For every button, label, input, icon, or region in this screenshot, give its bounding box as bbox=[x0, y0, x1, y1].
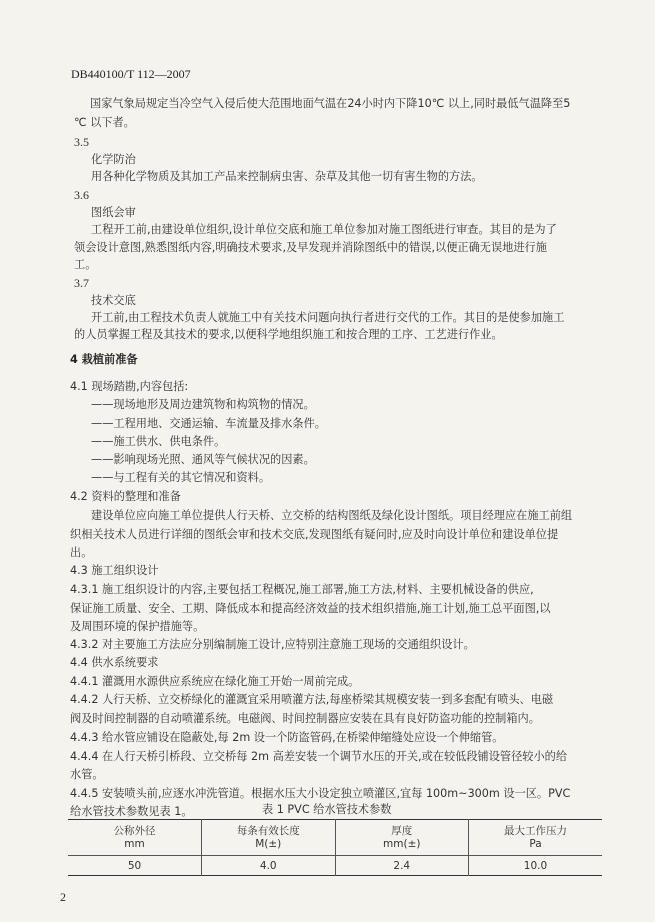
text-line: ——施工供水、供电条件。 bbox=[91, 435, 226, 448]
text-line: 用各种化学物质及其加工产品来控制病虫害、杂草及其他一切有害生物的方法。 bbox=[91, 170, 483, 183]
text-line: 4.3 施工组织设计 bbox=[70, 564, 159, 577]
text-line: 开工前,由工程技术负责人就施工中有关技术问题向执行者进行交代的工作。其目的是使参加施工 bbox=[91, 311, 565, 324]
text-line: 4.4.5 安装喷头前,应逐水冲洗管道。根据水压大小设定独立喷灌区,宜每 100m~300m 设一区。PVC bbox=[70, 787, 571, 800]
text-line: 4.4.3 给水管应铺设在隐蔽处,每 2m 设一个防盗管码,在桥梁伸缩缝处应设一个伸缩管。 bbox=[70, 731, 504, 744]
text-line: 出。 bbox=[70, 546, 93, 559]
table-cell: 2.4 bbox=[335, 856, 469, 876]
text-line: ——影响现场光照、通风等气候状况的因素。 bbox=[91, 453, 315, 466]
table-cell: 10.0 bbox=[469, 856, 603, 876]
page-number: 2 bbox=[60, 890, 66, 904]
text-line: ——工程用地、交通运输、车流量及排水条件。 bbox=[91, 417, 326, 430]
text-line: 的人员掌握工程及其技术的要求,以便科学地组织施工和按合理的工序、工艺进行作业。 bbox=[74, 328, 503, 341]
table-header-cell: 最大工作压力 Pa bbox=[469, 820, 603, 856]
table-cell: 4.0 bbox=[202, 856, 336, 876]
text-line: 4.3.1 施工组织设计的内容,主要包括工程概况,施工部署,施工方法,材料、主要机械设备的供应, bbox=[70, 583, 534, 596]
text-line: 工程开工前,由建设单位组织,设计单位交底和施工单位参加对施工图纸进行审查。其目的是为了 bbox=[91, 223, 557, 236]
text-line: 给水管技术参数见表 1。 bbox=[70, 805, 193, 818]
text-line: 4.4 供水系统要求 bbox=[70, 656, 159, 669]
table-caption: 表 1 PVC 给水管技术参数 bbox=[262, 803, 392, 816]
text-line: 国家气象局规定当冷空气入侵后使大范围地面气温在24小时内下降10℃ 以上,同时最低气温降至5 bbox=[90, 97, 571, 110]
text-line: 工。 bbox=[74, 258, 97, 271]
text-line: 领会设计意图,熟悉图纸内容,明确技术要求,及早发现并消除图纸中的错误,以便正确无误地进行施 bbox=[74, 241, 547, 254]
text-line: 4 栽植前准备 bbox=[70, 353, 138, 366]
text-line: 4.4.1 灌溉用水源供应系统应在绿化施工开始一周前完成。 bbox=[70, 675, 360, 688]
standard-code: DB440100/T 112—2007 bbox=[71, 67, 191, 81]
text-line: 技术交底 bbox=[91, 294, 136, 307]
text-line: 化学防治 bbox=[91, 153, 136, 166]
text-line: 及周围环境的保护措施等。 bbox=[70, 620, 205, 633]
text-line: 3.7 bbox=[74, 276, 89, 290]
text-line: 保证施工质量、安全、工期、降低成本和提高经济效益的技术组织措施,施工计划,施工总平面图,以 bbox=[70, 602, 551, 615]
text-line: ——现场地形及周边建筑物和构筑物的情况。 bbox=[91, 398, 315, 411]
table-header-cell: 厚度 mm(±) bbox=[335, 820, 469, 856]
text-line: 阀及时间控制器的自动喷灌系统。电磁阀、时间控制器应安装在具有良好防盗功能的控制箱内。 bbox=[70, 712, 540, 725]
text-line: 4.1 现场踏勘,内容包括: bbox=[70, 380, 189, 393]
text-line: 水管。 bbox=[70, 768, 104, 781]
text-line: 织相关技术人员进行详细的图纸会审和技术交底,发现图纸有疑问时,应及时向设计单位和建设单位提 bbox=[70, 528, 559, 541]
text-line: ℃ 以下者。 bbox=[74, 116, 135, 129]
table-header-cell: 每条有效长度 M(±) bbox=[202, 820, 336, 856]
text-line: 3.5 bbox=[74, 135, 89, 149]
pvc-spec-table bbox=[68, 819, 602, 876]
table-header-cell: 公称外径 mm bbox=[68, 820, 202, 856]
text-line: 图纸会审 bbox=[91, 206, 136, 219]
text-line: 3.6 bbox=[74, 188, 89, 202]
text-line: 4.2 资料的整理和准备 bbox=[70, 490, 181, 503]
text-line: 4.3.2 对主要施工方法应分别编制施工设计,应特别注意施工现场的交通组织设计。 bbox=[70, 638, 475, 651]
text-line: 建设单位应向施工单位提供人行天桥、立交桥的结构图纸及绿化设计图纸。项目经理应在施工前组 bbox=[91, 509, 573, 522]
table-cell: 50 bbox=[127, 859, 142, 872]
text-line: 4.4.4 在人行天桥引桥段、立交桥每 2m 高差安装一个调节水压的开关,或在较低段铺设管径较小的给 bbox=[70, 750, 568, 763]
table-row bbox=[68, 856, 602, 876]
text-line: ——与工程有关的其它情况和资料。 bbox=[91, 471, 271, 484]
text-line: 4.4.2 人行天桥、立交桥绿化的灌溉宜采用喷灌方法,每座桥梁其规模安装一到多套配有喷头、电磁 bbox=[70, 693, 554, 706]
